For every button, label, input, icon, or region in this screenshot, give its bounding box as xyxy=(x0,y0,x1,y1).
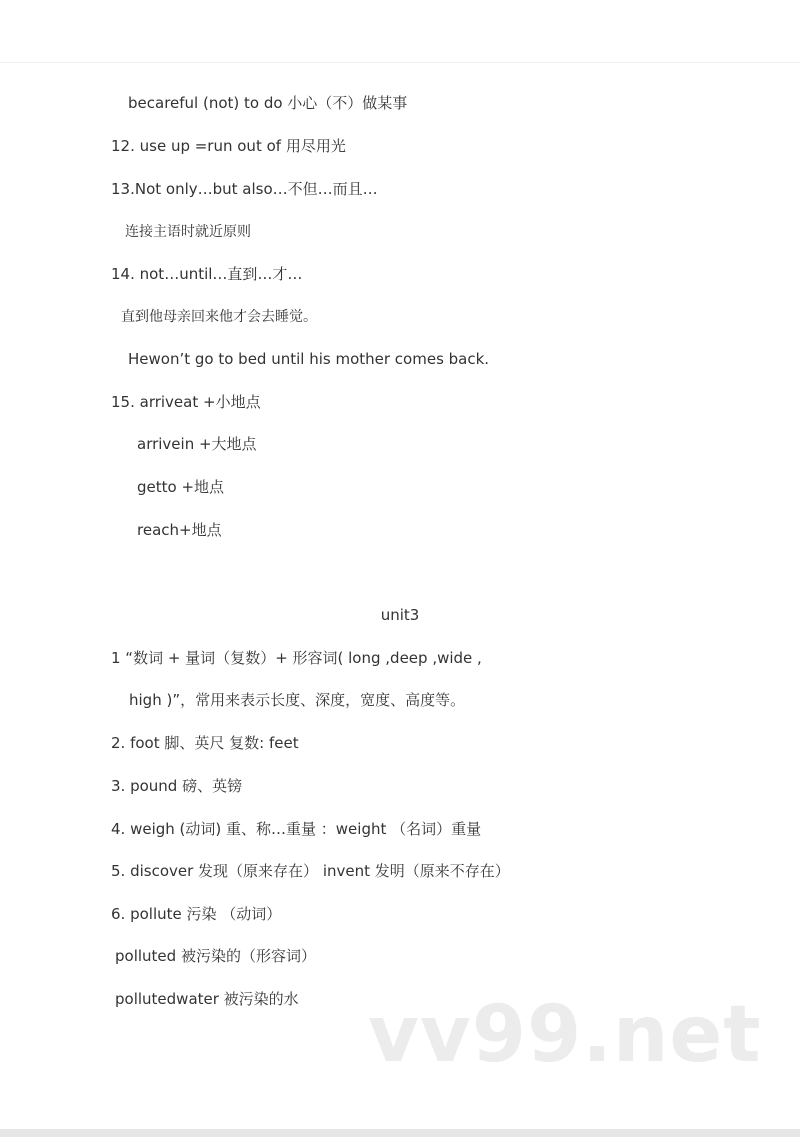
bottom-band xyxy=(0,1129,800,1137)
top-band xyxy=(0,0,800,63)
text-line: 2. foot 脚、英尺 复数: feet xyxy=(111,734,299,752)
text-line: 13.Not only…but also…不但…而且… xyxy=(111,180,378,198)
text-line: 直到他母亲回来他才会去睡觉。 xyxy=(121,309,317,325)
document-page xyxy=(0,63,800,1129)
text-line: 6. pollute 污染 （动词） xyxy=(111,905,282,923)
section-title: unit3 xyxy=(380,606,420,624)
text-line: polluted 被污染的（形容词） xyxy=(115,947,316,965)
text-line: 12. use up =run out of 用尽用光 xyxy=(111,137,346,155)
text-line: 连接主语时就近原则 xyxy=(125,224,251,240)
text-line: 3. pound 磅、英镑 xyxy=(111,777,243,795)
text-line: 5. discover 发现（原来存在） invent 发明（原来不存在） xyxy=(111,862,510,880)
text-line: pollutedwater 被污染的水 xyxy=(115,990,299,1008)
text-line: 1 “数词 + 量词（复数）+ 形容词( long ,deep ,wide , xyxy=(111,649,482,667)
text-line: arrivein +大地点 xyxy=(137,435,257,453)
text-line: reach+地点 xyxy=(137,521,222,539)
text-line: high )”，常用来表示长度、深度，宽度、高度等。 xyxy=(129,691,466,709)
watermark: vv99.net xyxy=(368,990,762,1080)
text-line: getto +地点 xyxy=(137,478,225,496)
text-line: 15. arriveat +小地点 xyxy=(111,393,261,411)
text-line: 4. weigh (动词) 重、称…重量 ：weight （名词）重量 xyxy=(111,820,482,838)
text-line: becareful (not) to do 小心（不）做某事 xyxy=(128,94,408,112)
text-line: Hewon’t go to bed until his mother comes back. xyxy=(128,350,490,368)
text-line: 14. not…until…直到…才… xyxy=(111,265,303,283)
